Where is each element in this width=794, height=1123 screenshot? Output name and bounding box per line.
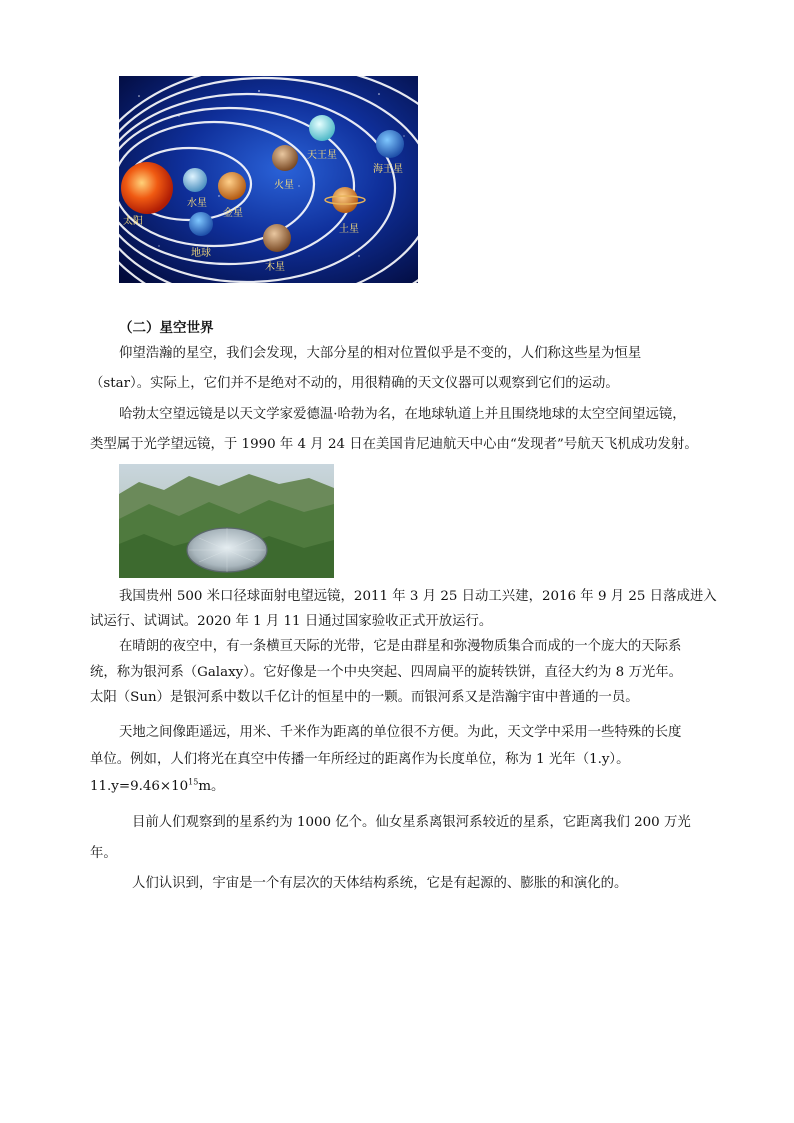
paragraph-4-line-2: 统，称为银河系（Galaxy）。它好像是一个中央突起、四周扁平的旋转铁饼，直径大约为 8 万光年。 [90,665,683,680]
mars-label: 火星 [274,180,294,191]
sun-label: 太阳 [123,216,143,227]
saturn-label: 土星 [339,224,359,235]
paragraph-2-line-1: 哈勃太空望远镜是以天文学家爱德温·哈勃为名，在地球轨道上并且围绕地球的太空空间望远镜， [119,407,686,422]
paragraph-4-line-1: 在晴朗的夜空中，有一条横亘天际的光带，它是由群星和弥漫物质集合而成的一个庞大的天际系 [119,639,682,654]
paragraph-2-line-2: 类型属于光学望远镜，于 1990 年 4 月 24 日在美国肯尼迪航天中心由“发现者”号航天飞机成功发射。 [90,437,698,452]
paragraph-3-line-1: 我国贵州 500 米口径球面射电望远镜，2011 年 3 月 25 日动工兴建，2016 年 9 月 25 日落成进入 [119,589,717,604]
earth-label: 地球 [191,248,211,259]
fast-telescope-image [119,464,334,578]
paragraph-5-line-1: 天地之间像距遥远，用米、千米作为距离的单位很不方便。为此，天文学中采用一些特殊的长度 [119,725,682,740]
paragraph-3-line-2: 试运行、试调试。2020 年 1 月 11 日通过国家验收正式开放运行。 [90,614,493,629]
solar-system-image [119,76,418,283]
formula-unit: m。 [198,779,225,794]
light-year-formula [90,779,224,795]
paragraph-6-line-2: 年。 [90,846,117,861]
uranus-label: 天王星 [307,150,337,161]
venus-label: 金星 [223,208,243,219]
jupiter-label: 木星 [265,262,285,273]
paragraph-7-line-1: 人们认识到，宇宙是一个有层次的天体结构系统，它是有起源的、膨胀的和演化的。 [132,876,628,891]
paragraph-1-line-1: 仰望浩瀚的星空，我们会发现，大部分星的相对位置似乎是不变的，人们称这些星为恒星 [119,346,642,361]
mercury-label: 水星 [187,198,207,209]
paragraph-1-line-2: （star）。实际上，它们并不是绝对不动的，用很精确的天文仪器可以观察到它们的运动。 [90,376,619,391]
paragraph-6-line-1: 目前人们观察到的星系约为 1000 亿个。仙女星系离银河系较近的星系，它距离我们 200 万光 [132,815,691,830]
formula-base: 11.y=9.46×10 [90,779,189,794]
formula-exponent: 15 [188,777,199,787]
section-heading: （二）星空世界 [119,320,214,336]
paragraph-4-line-3: 太阳（Sun）是银河系中数以千亿计的恒星中的一颗。而银河系又是浩瀚宇宙中普通的一员。 [90,690,639,705]
paragraph-5-line-2: 单位。例如，人们将光在真空中传播一年所经过的距离作为长度单位，称为 1 光年（1.y）。 [90,752,630,767]
neptune-label: 海王星 [373,164,403,175]
